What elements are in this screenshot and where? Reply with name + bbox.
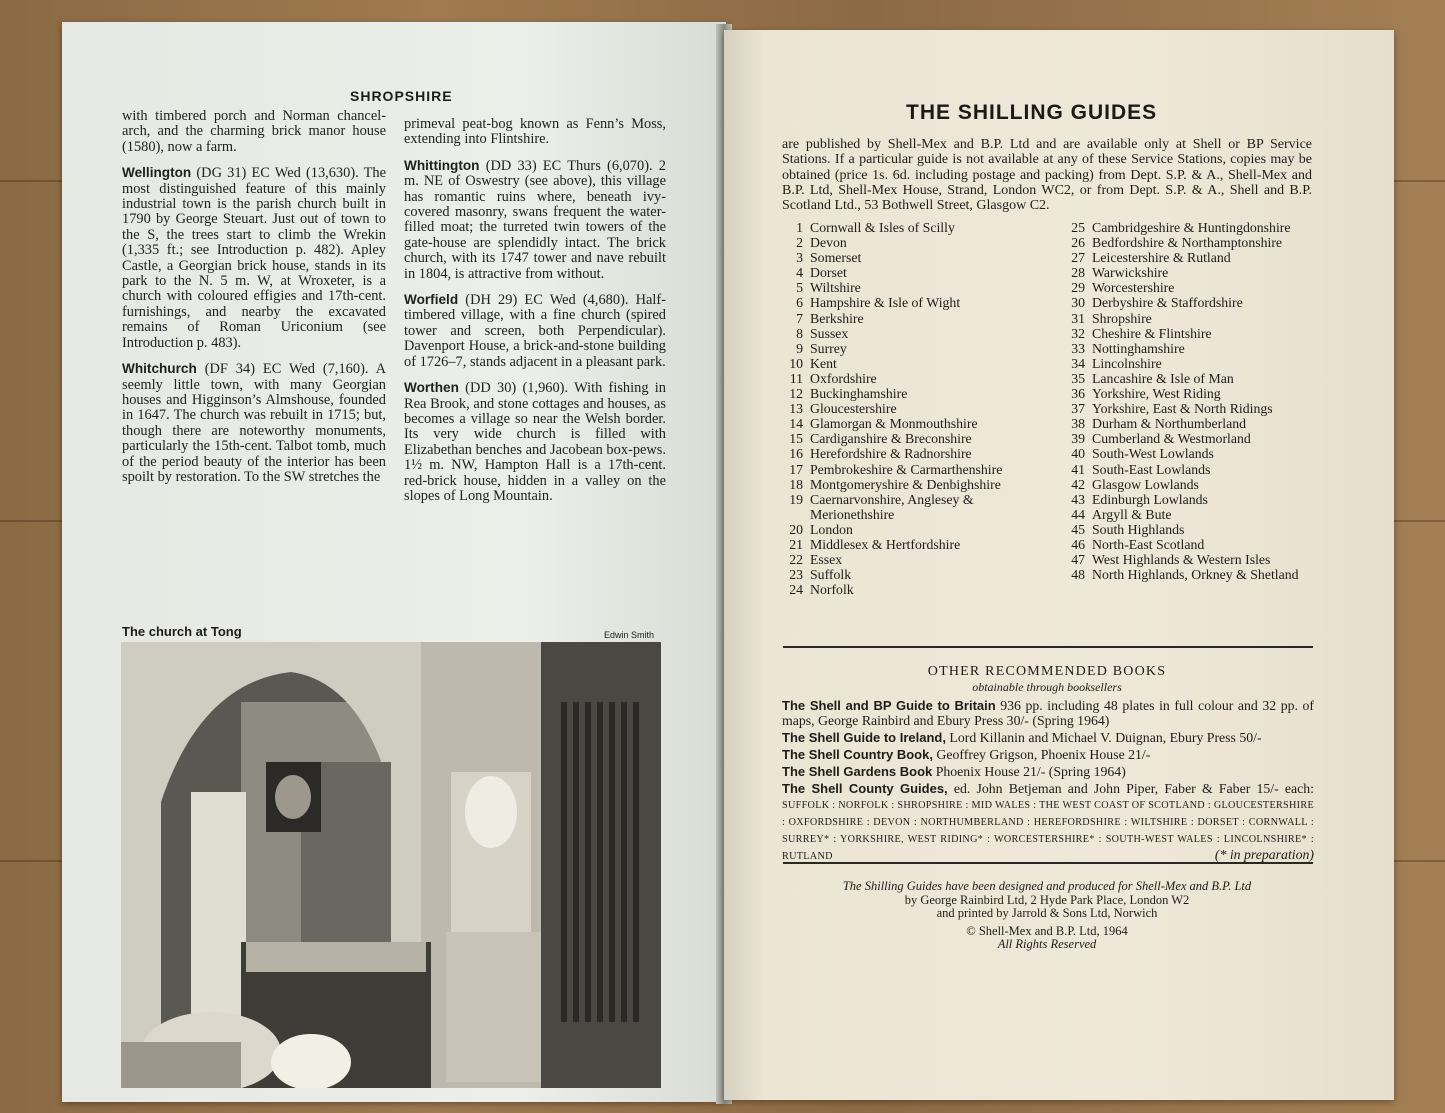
list-item: The Shell County Guides, ed. John Betjeman and John Piper, Faber & Faber 15/- each: SUFFOLK : NORFOLK : SHROPSHIRE : MID WALES : THE WEST COAST OF SCOTLAND : GLOUCESTERSHIRE : OXFORDSHIRE : DEVON : NORTHUMBERLAND : HEREFORDSHIRE : WILTSHIRE : DORSET : CORNWALL : SURREY* : YORKSHIRE, WEST RIDING* : WORCESTERSHIRE* : SOUTH-WEST WALES : LINCOLNSHIRE* : RUTLAND (* in preparation) xyxy=(782,781,1314,862)
list-item: 19 Caernarvonshire, Anglesey & Merionethshire xyxy=(789,491,974,522)
list-item: 29 Worcestershire xyxy=(1071,280,1175,296)
list-item: 34 Lincolnshire xyxy=(1071,355,1162,371)
list-item: 14 Glamorgan & Monmouthshire xyxy=(789,416,978,432)
list-item: 30 Derbyshire & Staffordshire xyxy=(1071,295,1243,311)
text-column-2 xyxy=(404,116,666,514)
list-item: 27 Leicestershire & Rutland xyxy=(1071,250,1231,266)
recommended-books-list xyxy=(782,698,1314,866)
list-item: 33 Nottinghamshire xyxy=(1071,340,1185,356)
list-item: 23 Suffolk xyxy=(789,567,852,583)
list-item: The Shell and BP Guide to Britain 936 pp. including 48 plates in full colour and 32 pp. of maps, George Rainbird and Ebury Press 30/- (Spring 1964) xyxy=(782,698,1314,728)
list-item: 22 Essex xyxy=(789,552,843,568)
list-item: The Shell Gardens Book Phoenix House 21/- (Spring 1964) xyxy=(782,764,1126,779)
church-interior-photo xyxy=(121,642,661,1088)
list-item: 40 South-West Lowlands xyxy=(1071,446,1214,462)
list-item: 4 Dorset xyxy=(796,265,847,281)
page-title: THE SHILLING GUIDES xyxy=(906,101,1158,124)
list-item: 1 Cornwall & Isles of Scilly xyxy=(796,220,955,235)
guides-list-column-2 xyxy=(1060,220,1332,582)
list-item: 6 Hampshire & Isle of Wight xyxy=(796,295,961,311)
colophon-line: © Shell-Mex and B.P. Ltd, 1964 xyxy=(966,923,1128,938)
other-books-heading: OTHER RECOMMENDED BOOKS xyxy=(927,664,1167,679)
list-item: 44 Argyll & Bute xyxy=(1071,506,1172,522)
list-item: 38 Durham & Northumberland xyxy=(1071,416,1247,432)
list-item: 5 Wiltshire xyxy=(796,280,861,296)
list-item: 31 Shropshire xyxy=(1071,310,1152,326)
list-item: 35 Lancashire & Isle of Man xyxy=(1071,370,1234,386)
colophon xyxy=(782,880,1312,952)
list-item: 10 Kent xyxy=(789,355,837,371)
list-item: 20 London xyxy=(789,521,853,537)
text-column-1 xyxy=(122,108,386,495)
running-head: SHROPSHIRE xyxy=(350,88,453,104)
list-item: 12 Buckinghamshire xyxy=(789,386,908,402)
list-item: The Shell Country Book, Geoffrey Grigson, Phoenix House 21/- xyxy=(782,747,1151,762)
list-item: 39 Cumberland & Westmorland xyxy=(1071,431,1251,447)
list-item: 9 Surrey xyxy=(796,340,847,356)
county-guides-list: SUFFOLK : NORFOLK : SHROPSHIRE : MID WALES : THE WEST COAST OF SCOTLAND : GLOUCESTERSHIRE : OXFORDSHIRE : DEVON : NORTHUMBERLAND : HEREFORDSHIRE : WILTSHIRE : DORSET : CORNWALL : SURREY* : YORKSHIRE, WEST RIDING* : WORCESTERSHIRE* : SOUTH-WEST WALES : LINCOLNSHIRE* : RUTLAND xyxy=(782,800,1314,862)
list-item: 47 West Highlands & Western Isles xyxy=(1071,552,1271,568)
paragraph: Whittington (DD 33) EC Thurs (6,070). 2 m. NE of Oswestry (see above), this village has romantic ruins where, beneath ivy-covered masonry, swans frequent the water-filled moat; the turreted twin towers of the gate-house are splendidly intact. The brick church, with its 1747 tower and nave rebuilt in 1804, is attractive from without. xyxy=(404,157,666,282)
list-item: 48 North Highlands, Orkney & Shetland xyxy=(1071,567,1299,583)
list-item: 3 Somerset xyxy=(796,250,862,266)
list-item: 36 Yorkshire, West Riding xyxy=(1071,386,1221,402)
list-item: 28 Warwickshire xyxy=(1071,265,1169,281)
divider-rule xyxy=(783,862,1313,864)
paragraph: primeval peat-bog known as Fenn’s Moss, extending into Flintshire. xyxy=(404,116,666,148)
list-item: 17 Pembrokeshire & Carmarthenshire xyxy=(789,461,1003,477)
intro-paragraph: are published by Shell-Mex and B.P. Ltd and are available only at Shell or BP Service Stations. If a particular guide is not available at any of these Service Stations, copies may be obtained (price 1s. 6d. including postage and packing) from Dept. S.P. & A., Shell-Mex and B.P. Ltd, Shell-Mex House, Strand, London WC2, or from Dept. S.P. & A., Shell and B.P. Scotland Ltd., 53 Bothwell Street, Glasgow C2. xyxy=(782,137,1312,214)
colophon-line: All Rights Reserved xyxy=(997,937,1097,951)
list-item: 42 Glasgow Lowlands xyxy=(1071,476,1199,492)
list-item: 37 Yorkshire, East & North Ridings xyxy=(1071,401,1273,417)
photo-caption: The church at Tong xyxy=(122,624,242,639)
list-item: 41 South-East Lowlands xyxy=(1071,461,1211,477)
photo-credit: Edwin Smith xyxy=(604,630,655,640)
list-item: 46 North-East Scotland xyxy=(1071,536,1205,552)
list-item: 8 Sussex xyxy=(796,325,849,341)
paragraph: with timbered porch and Norman chancel-arch, and the charming brick manor house (1580), now a farm. xyxy=(122,108,386,155)
list-item: 2 Devon xyxy=(796,235,847,251)
list-item: 16 Herefordshire & Radnorshire xyxy=(789,446,972,462)
list-item: 26 Bedfordshire & Northamptonshire xyxy=(1071,235,1283,251)
list-item: 18 Montgomeryshire & Denbighshire xyxy=(789,476,1001,492)
colophon-line: by George Rainbird Ltd, 2 Hyde Park Place, London W2 xyxy=(904,892,1190,907)
other-books-subheading: obtainable through booksellers xyxy=(972,680,1122,694)
paragraph: Wellington (DG 31) EC Wed (13,630). The most distinguished feature of this mainly industrial town is the parish church built in 1790 by George Steuart. Just out of town to the S, the trees start to climb the Wrekin (1,335 ft.; see Introduction p. 482). Apley Castle, a Georgian brick house, stands in its park to the N. 5 m. W, at Wroxeter, is a church with coloured effigies and 17th-cent. furnishings, and nearby the excavated remains of Roman Uriconium (see Introduction p. 483). xyxy=(122,165,386,351)
list-item: 7 Berkshire xyxy=(796,310,864,326)
paragraph: Worfield (DH 29) EC Wed (4,680). Half-timbered village, with a fine church (spired tower and screen, both Perpendicular). Davenport House, a brick-and-stone building of 1726–7, stands adjacent in a pleasant park. xyxy=(404,292,666,370)
list-item: 24 Norfolk xyxy=(789,582,854,598)
list-item: 21 Middlesex & Hertfordshire xyxy=(789,536,961,552)
colophon-line: and printed by Jarrold & Sons Ltd, Norwich xyxy=(936,906,1158,920)
list-item: 13 Gloucestershire xyxy=(789,401,897,417)
paragraph: Worthen (DD 30) (1,960). With fishing in Rea Brook, and stone cottages and houses, as becomes a village so near the Welsh border. Its very wide church is filled with Elizabethan benches and Jacobean box-pews. 1½ m. NW, Hampton Hall is a 17th-cent. red-brick house, hidden in a valley on the slopes of Long Mountain. xyxy=(404,380,666,504)
in-preparation-note: (* in preparation) xyxy=(1214,847,1314,862)
colophon-line: The Shilling Guides have been designed and produced for Shell-Mex and B.P. Ltd xyxy=(842,879,1252,893)
paragraph: Whitchurch (DF 34) EC Wed (7,160). A seemly little town, with many Georgian houses and Higginson’s Almshouse, founded in 1647. The church was rebuilt in 1715; but, though there are noteworthy monuments, particularly the 15th-cent. Talbot tomb, much of the period beauty of the interior has been spoilt by restoration. To the SW stretches the xyxy=(122,361,386,485)
list-item: The Shell Guide to Ireland, Lord Killanin and Michael V. Duignan, Ebury Press 50/- xyxy=(782,730,1262,745)
list-item: 11 Oxfordshire xyxy=(789,370,877,386)
list-item: 43 Edinburgh Lowlands xyxy=(1071,491,1208,507)
list-item: 32 Cheshire & Flintshire xyxy=(1071,325,1212,341)
divider-rule xyxy=(783,646,1313,648)
list-item: 25 Cambridgeshire & Huntingdonshire xyxy=(1071,220,1291,235)
list-item: 15 Cardiganshire & Breconshire xyxy=(789,431,972,447)
guides-list-column-1 xyxy=(778,220,1048,597)
list-item: 45 South Highlands xyxy=(1071,521,1185,537)
